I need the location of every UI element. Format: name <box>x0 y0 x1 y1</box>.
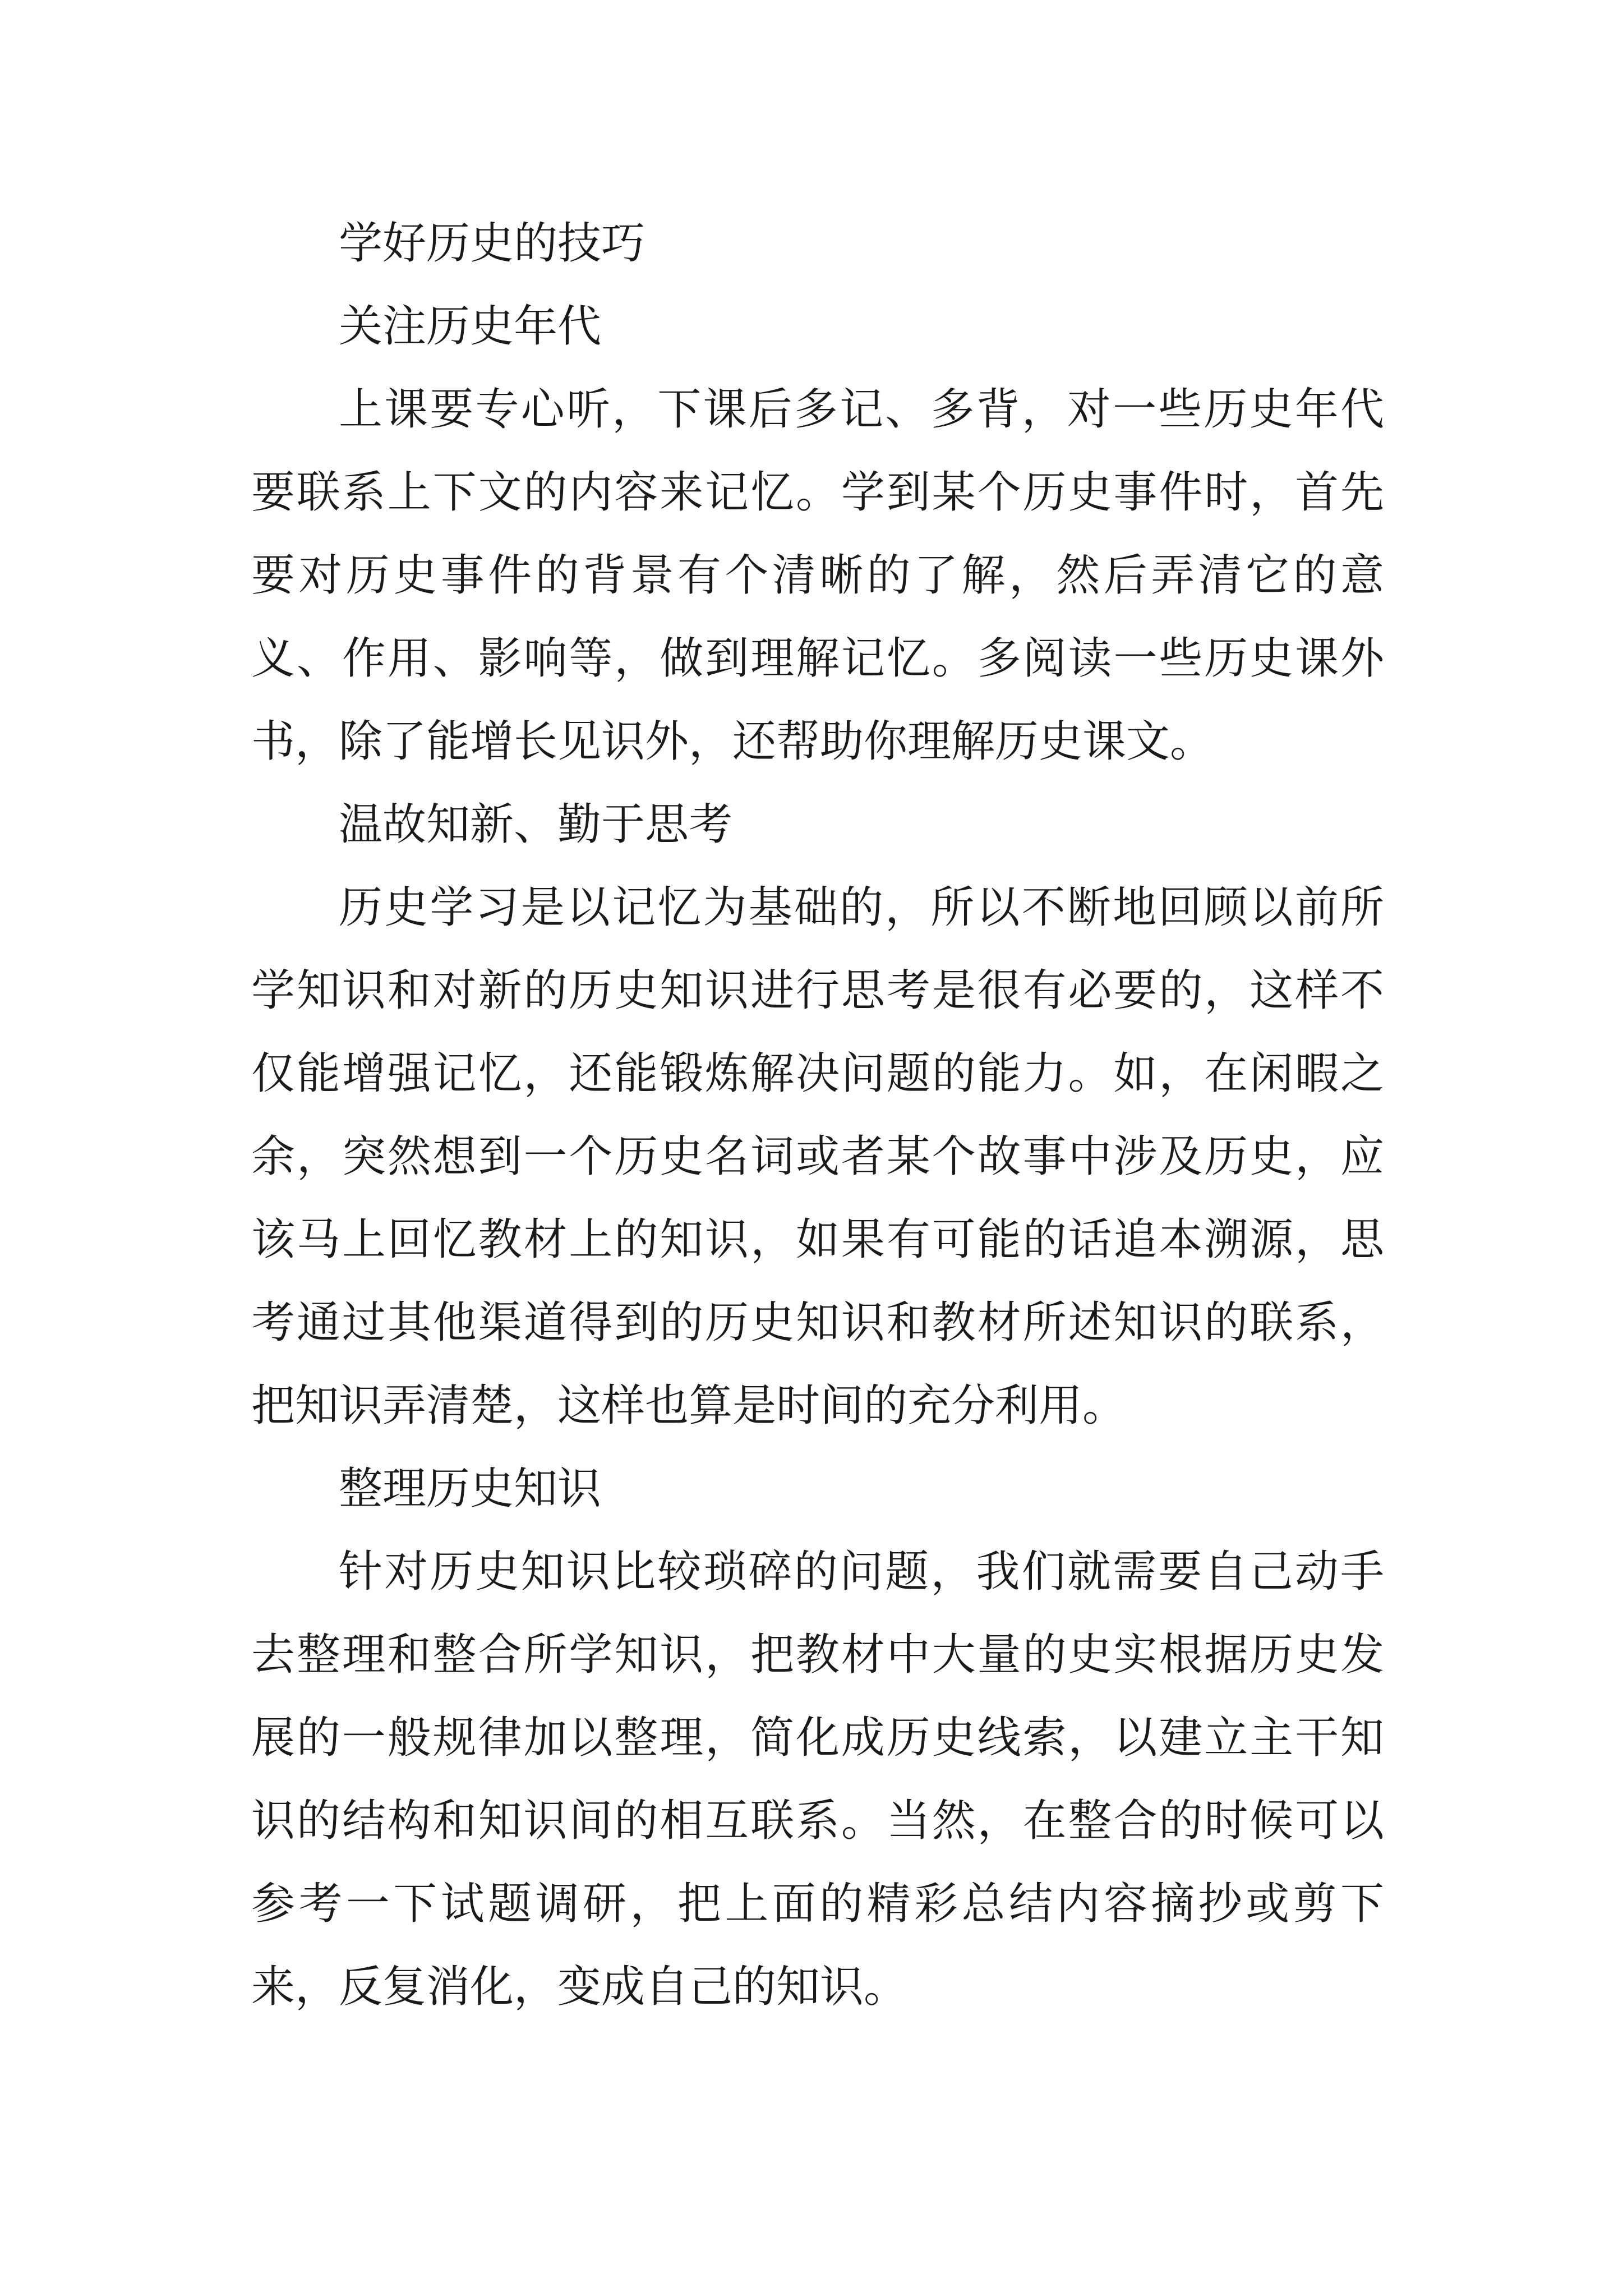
section-heading-3: 整理历史知识 <box>339 1464 602 1514</box>
section-paragraph-2: 历史学习是以记忆为基础的，所以不断地回顾以前所学知识和对新的历史知识进行思考是很有必要的，这样不仅能增强记忆，还能锻炼解决问题的能力。如，在闲暇之余，突然想到一个历史名词或者某个故事中涉及历史，应该马上回忆教材上的知识，如果有可能的话追本溯源，思考通过其他渠道得到的历史知识和教材所述知识的联系，把知识弄清楚，这样也算是时间的充分利用。 <box>251 882 1384 1431</box>
section-paragraph-1: 上课要专心听，下课后多记、多背，对一些历史年代要联系上下文的内容来记忆。学到某个历史事件时，首先要对历史事件的背景有个清晰的了解，然后弄清它的意义、作用、影响等，做到理解记忆。多阅读一些历史课外书，除了能增长见识外，还帮助你理解历史课文。 <box>251 384 1384 767</box>
section-heading-2: 温故知新、勤于思考 <box>339 799 733 850</box>
section-paragraph-3: 针对历史知识比较琐碎的问题，我们就需要自己动手去整理和整合所学知识，把教材中大量的史实根据历史发展的一般规律加以整理，简化成历史线索，以建立主干知识的结构和知识间的相互联系。当然，在整合的时候可以参考一下试题调研，把上面的精彩总结内容摘抄或剪下来，反复消化，变成自己的知识。 <box>251 1547 1384 2012</box>
document-title: 学好历史的技巧 <box>339 218 645 269</box>
section-heading-1: 关注历史年代 <box>339 301 602 352</box>
document-body <box>251 202 1384 2028</box>
